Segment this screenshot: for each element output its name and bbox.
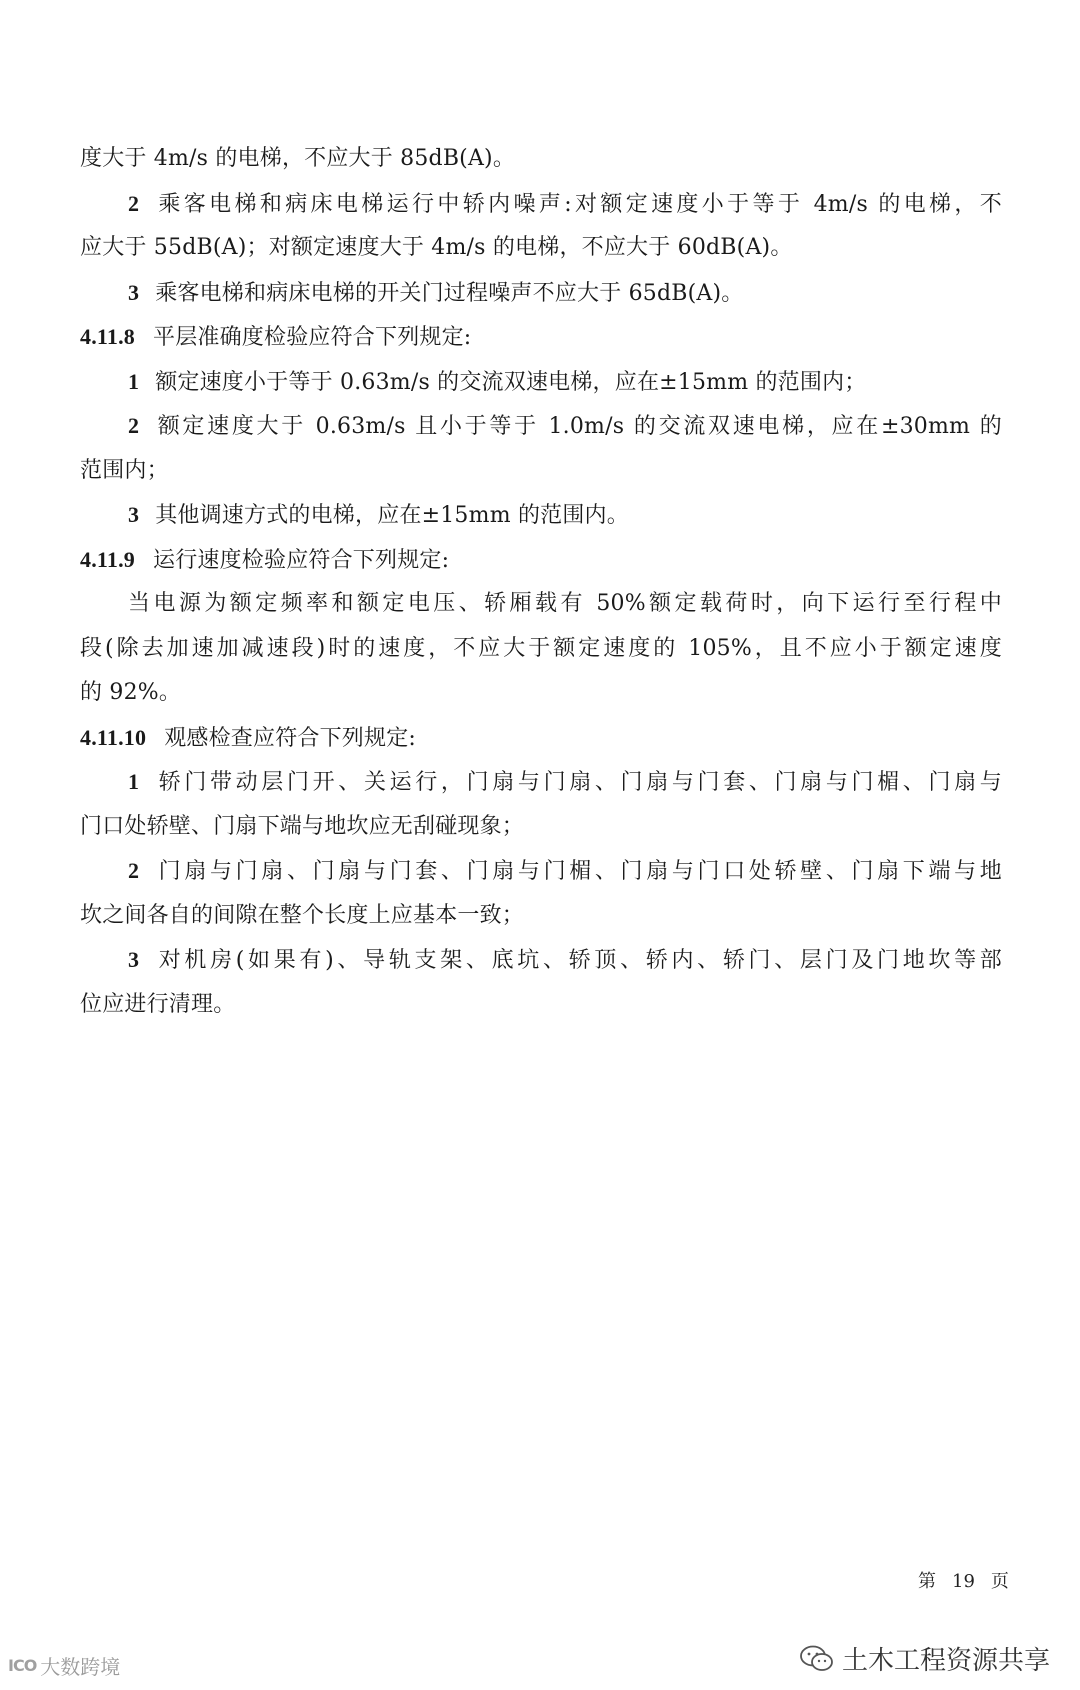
- item-number: 1: [128, 368, 140, 394]
- line-text: 其他调速方式的电梯，应在±15mm 的范围内。: [155, 503, 629, 528]
- text-line: [80, 538, 1002, 583]
- line-text: 当电源为额定频率和额定电压、轿厢载有 50%额定载荷时，向下运行至行程中: [128, 591, 1002, 616]
- text-line: [80, 582, 1002, 627]
- text-line: [80, 493, 1002, 538]
- item-number: 3: [128, 279, 140, 305]
- text-line: [80, 360, 1002, 405]
- item-number: 3: [128, 502, 140, 527]
- text-line: [80, 671, 1002, 716]
- item-number: 2: [128, 413, 140, 438]
- item-number: 2: [128, 858, 140, 883]
- line-text: 乘客电梯和病床电梯的开关门过程噪声不应大于 65dB(A)。: [155, 280, 744, 306]
- line-text: 额定速度小于等于 0.63m/s 的交流双速电梯，应在±15mm 的范围内；: [155, 369, 867, 395]
- page-footer: [910, 1567, 1017, 1593]
- page-number: 19: [952, 1571, 975, 1592]
- line-text: 位应进行清理。: [80, 991, 236, 1017]
- line-text: 门扇与门扇、门扇与门套、门扇与门楣、门扇与门口处轿壁、门扇下端与地: [155, 859, 1002, 884]
- footer-prefix: 第: [918, 1571, 936, 1592]
- line-text: 轿门带动层门开、关运行，门扇与门扇、门扇与门套、门扇与门楣、门扇与: [155, 770, 1002, 795]
- line-text: 应大于 55dB(A)；对额定速度大于 4m/s 的电梯，不应大于 60dB(A)。: [80, 235, 793, 260]
- line-text: 运行速度检验应符合下列规定:: [153, 547, 450, 573]
- text-line: [80, 805, 1002, 850]
- line-text: 平层准确度检验应符合下列规定:: [153, 325, 472, 350]
- clause-number: 4.11.9: [80, 546, 135, 572]
- item-number: 2: [128, 190, 140, 216]
- text-line: [80, 315, 1002, 360]
- watermark-left: [8, 1651, 120, 1680]
- watermark-right-text: 土木工程资源共享: [841, 1646, 1050, 1676]
- wechat-icon: [800, 1645, 834, 1673]
- text-line: [80, 849, 1002, 894]
- text-line: [80, 938, 1002, 983]
- text-line: [80, 449, 1002, 494]
- text-line: [80, 716, 1002, 761]
- text-line: [80, 137, 1002, 182]
- text-line: [80, 894, 1002, 939]
- document-body: [80, 137, 1002, 1027]
- line-text: 对机房(如果有)、导轨支架、底坑、轿顶、轿内、轿门、层门及门地坎等部: [155, 948, 1002, 973]
- watermark-right: [800, 1640, 1050, 1677]
- item-number: 3: [128, 947, 140, 972]
- text-line: [80, 983, 1002, 1028]
- text-line: [80, 627, 1002, 672]
- line-text: 范围内；: [80, 457, 169, 483]
- line-text: 门口处轿壁、门扇下端与地坎应无刮碰现象；: [80, 813, 525, 839]
- footer-suffix: 页: [990, 1571, 1009, 1592]
- line-text: 观感检查应符合下列规定:: [164, 725, 417, 751]
- line-text: 乘客电梯和病床电梯运行中轿内噪声:对额定速度小于等于 4m/s 的电梯，不: [155, 191, 1002, 217]
- text-line: [80, 182, 1002, 227]
- clause-number: 4.11.10: [80, 724, 147, 750]
- clause-number: 4.11.8: [80, 324, 135, 349]
- line-text: 坎之间各自的间隙在整个长度上应基本一致；: [80, 902, 525, 928]
- watermark-logo: ICO: [8, 1656, 37, 1675]
- line-text: 的 92%。: [80, 680, 182, 705]
- item-number: 1: [128, 769, 140, 794]
- line-text: 额定速度大于 0.63m/s 且小于等于 1.0m/s 的交流双速电梯，应在±30mm 的: [155, 414, 1002, 439]
- text-line: [80, 760, 1002, 805]
- line-text: 度大于 4m/s 的电梯，不应大于 85dB(A)。: [80, 146, 516, 171]
- text-line: [80, 271, 1002, 316]
- line-text: 段(除去加速加减速段)时的速度，不应大于额定速度的 105%，且不应小于额定速度: [80, 635, 1002, 661]
- watermark-left-text: 大数跨境: [40, 1655, 121, 1679]
- text-line: [80, 226, 1002, 271]
- text-line: [80, 404, 1002, 449]
